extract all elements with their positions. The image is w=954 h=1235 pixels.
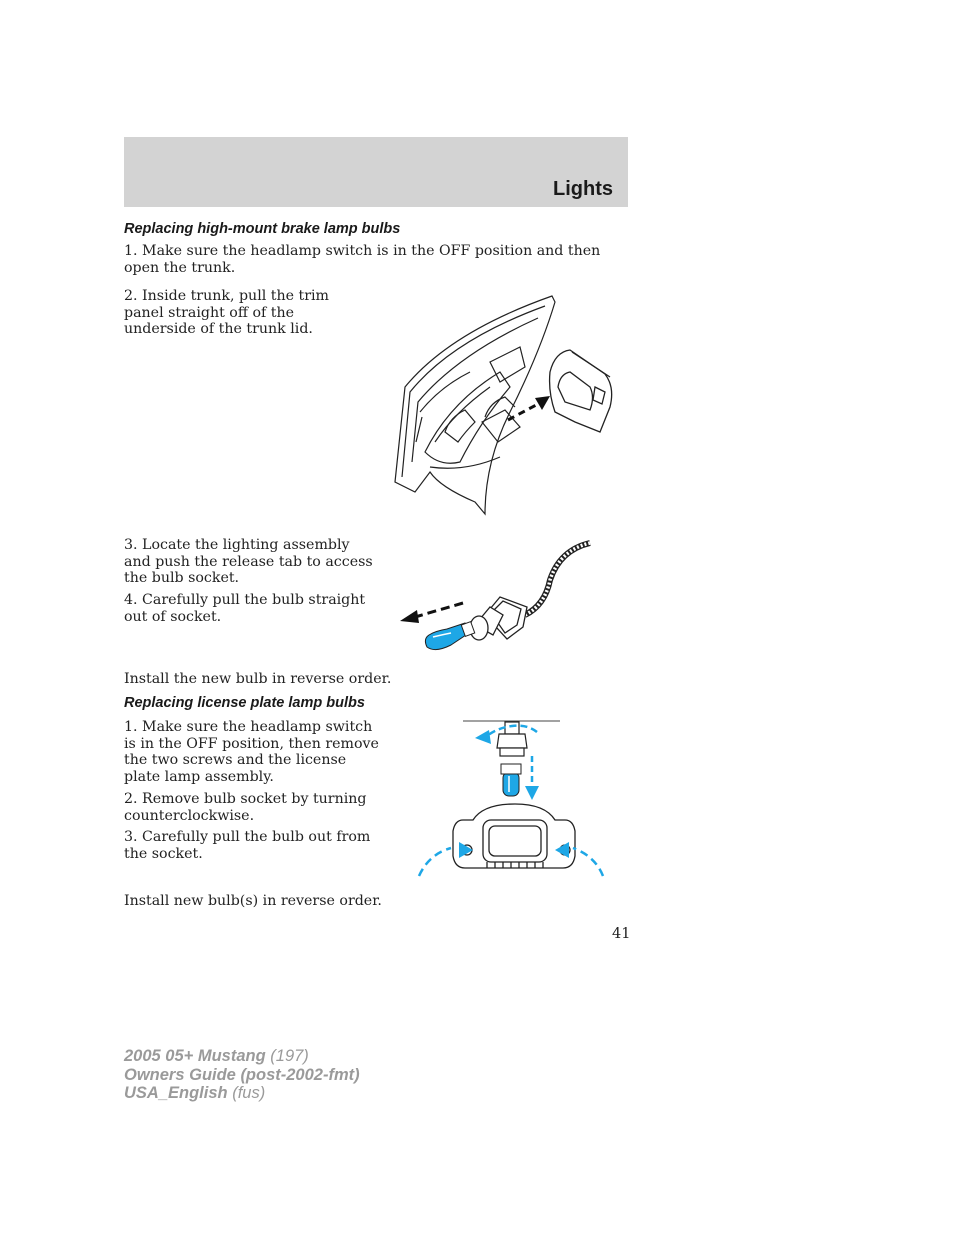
step-1-remove-screws: 1. Make sure the headlamp switch is in the OFF position, then remove the two screws and the license plate lamp assembly. [124,719,379,785]
bulb-socket-illustration [395,535,605,655]
footer-language: USA_English [124,1084,228,1102]
footer-model-code: (197) [265,1047,309,1065]
heading-license-plate-lamp: Replacing license plate lamp bulbs [124,695,365,711]
footer-line-3 [124,1084,360,1103]
footer-language-code: (fus) [227,1084,266,1102]
license-plate-lamp-illustration [415,716,615,884]
install-new-bulbs-note: Install new bulb(s) in reverse order. [124,893,382,909]
footer-line-2 [124,1066,360,1085]
install-new-bulb-note: Install the new bulb in reverse order. [124,671,392,687]
document-footer [124,1047,360,1103]
step-4-pull-bulb: 4. Carefully pull the bulb straight out of socket. [124,592,366,625]
page-number: 41 [612,926,631,942]
footer-model: 2005 05+ Mustang [124,1047,266,1065]
trunk-lid-illustration [390,292,620,517]
step-2-remove-socket: 2. Remove bulb socket by turning counterclockwise. [124,791,367,824]
step-3-locate-assembly: 3. Locate the lighting assembly and push the release tab to access the bulb socket. [124,537,373,586]
step-2-trim-panel: 2. Inside trunk, pull the trim panel straight off of the underside of the trunk lid. [124,288,329,337]
step-3-pull-bulb: 3. Carefully pull the bulb out from the socket. [124,829,371,862]
section-header-band [124,137,628,207]
footer-guide-type: Owners Guide (post-2002-fmt) [124,1065,360,1084]
step-1-headlamp-off: 1. Make sure the headlamp switch is in the OFF position and then open the trunk. [124,243,601,276]
footer-line-1 [124,1047,360,1066]
heading-high-mount-brake-lamp: Replacing high-mount brake lamp bulbs [124,221,401,237]
section-title: Lights [553,178,613,200]
